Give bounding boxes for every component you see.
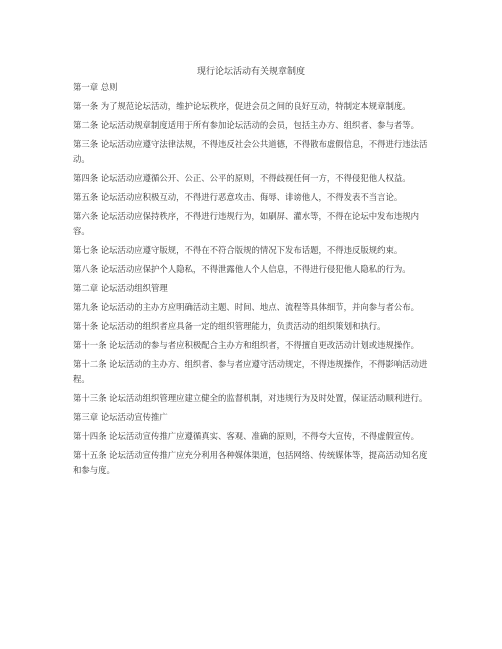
- article-paragraph: 第六条 论坛活动应保持秩序，不得进行违规行为，如刷屏、灌水等，不得在论坛中发布违规内容。: [73, 211, 420, 236]
- article-paragraph: 第九条 论坛活动的主办方应明确活动主题、时间、地点、流程等具体细节，并向参与者公布。: [73, 302, 420, 312]
- article-paragraph: 第十一条 论坛活动的参与者应积极配合主办方和组织者，不得擅自更改活动计划或违规操作。: [73, 340, 420, 350]
- article-paragraph: 第四条 论坛活动应遵循公开、公正、公平的原则，不得歧视任何一方，不得侵犯他人权益。: [73, 173, 411, 183]
- chapter-heading: 第二章 论坛活动组织管理: [73, 283, 168, 293]
- document-body: [73, 80, 435, 482]
- article-paragraph: 第十条 论坛活动的组织者应具备一定的组织管理能力，负责活动的组织策划和执行。: [73, 321, 386, 331]
- article-paragraph: 第三条 论坛活动应遵守法律法规，不得违反社会公共道德，不得散布虚假信息，不得进行违法活动。: [73, 139, 428, 164]
- article-paragraph: 第十五条 论坛活动宣传推广应充分利用各种媒体渠道，包括网络、传统媒体等，提高活动知名度和参与度。: [73, 450, 428, 475]
- document-title: 现行论坛活动有关规章制度: [196, 67, 305, 77]
- article-paragraph: 第七条 论坛活动应遵守版规，不得在不符合版规的情况下发布话题，不得违反版规约束。: [73, 245, 403, 255]
- chapter-heading: 第三章 论坛活动宣传推广: [73, 412, 168, 422]
- article-paragraph: 第二条 论坛活动规章制度适用于所有参加论坛活动的会员，包括主办方、组织者、参与者等。: [73, 120, 420, 130]
- article-paragraph: 第一条 为了规范论坛活动，维护论坛秩序，促进会员之间的良好互动，特制定本规章制度。: [73, 101, 411, 111]
- article-paragraph: 第五条 论坛活动应积极互动，不得进行恶意攻击、侮辱、诽谤他人，不得发表不当言论。: [73, 192, 403, 202]
- article-paragraph: 第十二条 论坛活动的主办方、组织者、参与者应遵守活动规定，不得违规操作，不得影响活动进程。: [73, 359, 428, 384]
- article-paragraph: 第十四条 论坛活动宣传推广应遵循真实、客观、准确的原则，不得夸大宣传，不得虚假宣传。: [73, 431, 420, 441]
- article-paragraph: 第十三条 论坛活动组织管理应建立健全的监督机制，对违规行为及时处置，保证活动顺利进行。: [73, 393, 428, 403]
- article-paragraph: 第八条 论坛活动应保护个人隐私，不得泄露他人个人信息，不得进行侵犯他人隐私的行为。: [73, 264, 411, 274]
- chapter-heading: 第一章 总则: [73, 82, 118, 92]
